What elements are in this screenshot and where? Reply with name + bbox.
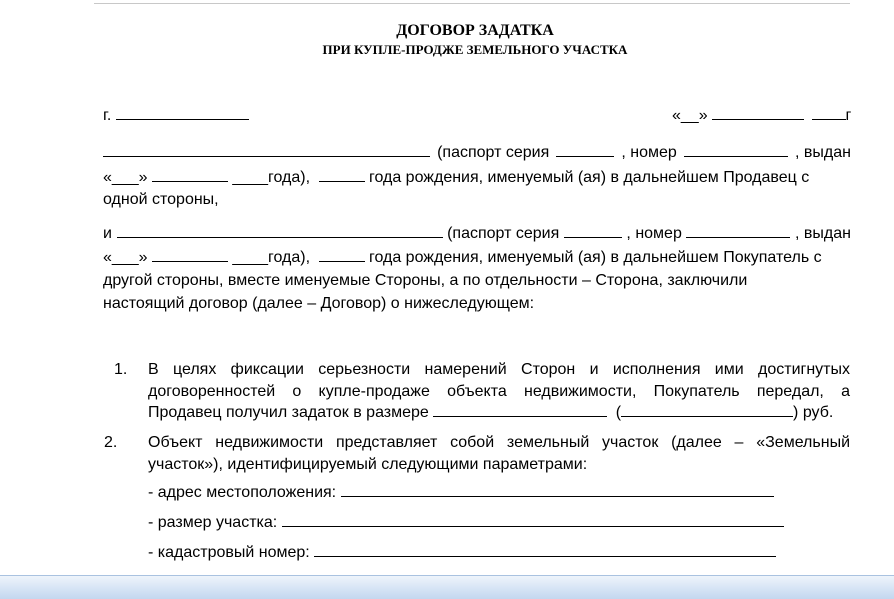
buyer-passport-number-blank[interactable] [686, 224, 790, 238]
buyer-line-2-text: года рождения, именуемый (ая) в дальнейшем Покупатель с [368, 249, 822, 266]
seller-line-3: одной стороны, [103, 191, 219, 208]
land-size-row [148, 513, 784, 533]
land-address-label: - адрес местоположения: [148, 484, 337, 501]
seller-name-blank[interactable] [103, 143, 430, 157]
document-subtitle: ПРИ КУПЛЕ-ПРОДЖЕ ЗЕМЕЛЬНОГО УЧАСТКА [322, 42, 628, 57]
deposit-amount-words-blank[interactable] [621, 403, 793, 417]
buyer-line-3: другой стороны, вместе именуемые Стороны, а по отдельности – Сторона, заключили [103, 272, 748, 289]
date-year-blank[interactable] [812, 106, 846, 120]
clause-2-line-1 [148, 433, 850, 453]
buyer-birth-year-blank[interactable] [319, 248, 365, 262]
date-line [672, 106, 851, 126]
seller-passport-series-blank[interactable] [556, 143, 614, 157]
land-size-blank[interactable] [282, 513, 784, 527]
city-prefix: г. [103, 107, 112, 124]
clause-1-paren-open: ( [615, 404, 622, 421]
date-year-suffix: г [845, 107, 852, 124]
seller-number-label: , номер [621, 144, 677, 161]
clause-1-line-1-text: В целях фиксации серьезности намерений Сторон и исполнения ими достигнутых [148, 361, 850, 378]
window-bottom-bar [0, 575, 894, 599]
city-line [103, 106, 249, 126]
buyer-issue-year: ____года), [232, 249, 311, 266]
date-month-blank[interactable] [712, 106, 804, 120]
clause-1-line-3-text: Продавец получил задаток в размере [148, 404, 429, 421]
buyer-number-label: , номер [626, 225, 682, 242]
land-size-label: - размер участка: [148, 514, 278, 531]
clause-2-number: 2. [104, 434, 118, 451]
buyer-line-4: настоящий договор (далее – Договор) о нижеследующем: [103, 295, 535, 312]
clause-1-line-1 [148, 360, 850, 380]
clause-1-currency: ) руб. [793, 404, 834, 421]
cadastral-row [148, 543, 776, 563]
seller-passport-number-blank[interactable] [684, 143, 788, 157]
clause-1-number: 1. [114, 361, 128, 378]
clause-2-line-2: участок»), идентифицируемый следующими параметрами: [148, 456, 588, 473]
seller-line-2 [103, 168, 809, 188]
clause-1-line-2 [148, 382, 850, 402]
clause-1-line-3 [148, 403, 833, 423]
seller-issue-day: «___» [103, 169, 148, 186]
clause-2-line-1-text: Объект недвижимости представляет собой земельный участок (далее – «Земельный [148, 434, 850, 451]
cadastral-label: - кадастровый номер: [148, 544, 310, 561]
land-address-blank[interactable] [341, 483, 774, 497]
seller-issue-month-blank[interactable] [152, 168, 228, 182]
buyer-issue-day: «___» [103, 249, 148, 266]
date-day: «__» [672, 107, 708, 124]
seller-passport-label: (паспорт серия [437, 144, 550, 161]
buyer-passport-label: (паспорт серия [447, 225, 560, 242]
seller-birth-year-blank[interactable] [319, 168, 365, 182]
buyer-passport-series-blank[interactable] [564, 224, 622, 238]
buyer-and: и [103, 225, 112, 242]
city-blank[interactable] [116, 106, 249, 120]
document-title: ДОГОВОР ЗАДАТКА [396, 22, 554, 39]
clause-1-line-2-text: договоренностей о купле-продаже объекта недвижимости, Покупатель передал, а [148, 383, 850, 400]
buyer-issued-label: , выдан [795, 225, 851, 242]
cadastral-number-blank[interactable] [314, 543, 776, 557]
seller-line-1 [103, 143, 851, 163]
page-top-border [94, 3, 850, 4]
seller-issued-label: , выдан [794, 144, 851, 161]
buyer-issue-month-blank[interactable] [152, 248, 228, 262]
seller-line-2-text: года рождения, именуемый (ая) в дальнейшем Продавец с [368, 169, 810, 186]
buyer-line-2 [103, 248, 822, 268]
buyer-line-1 [103, 224, 851, 244]
deposit-amount-blank[interactable] [433, 403, 607, 417]
land-address-row [148, 483, 774, 503]
seller-issue-year: ____года), [232, 169, 311, 186]
buyer-name-blank[interactable] [117, 224, 443, 238]
